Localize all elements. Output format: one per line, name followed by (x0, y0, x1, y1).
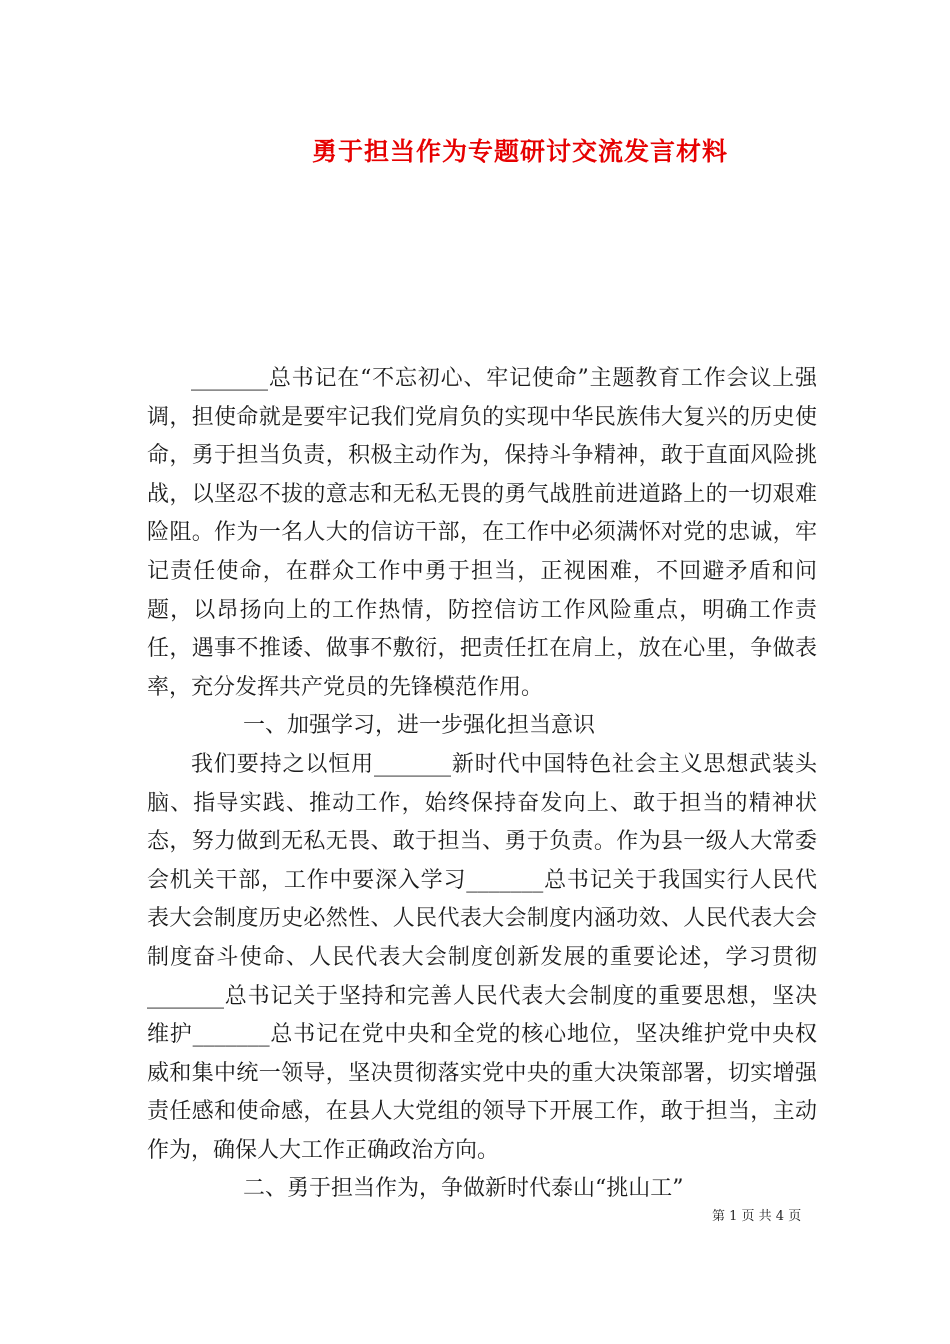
page-number-footer: 第 1 页 共 4 页 (712, 1209, 802, 1224)
section-heading-2: 二、勇于担当作为，争做新时代泰山“挑山工” (243, 1176, 684, 1202)
document-title: 勇于担当作为专题研讨交流发言材料 (311, 137, 728, 166)
document-body (147, 360, 817, 1209)
section-1-paragraph: 我们要持之以恒用_______新时代中国特色社会主义思想武装头脑、指导实践、推动工作，始终保持奋发向上、敢于担当的精神状态，努力做到无私无畏、敢于担当、勇于负责。作为县一级人大常委会机关干部，工作中要深入学习_______总书记关于我国实行人民代表大会制度历史必然性、人民代表大会制度内涵功效、人民代表大会制度奋斗使命、人民代表大会制度创新发展的重要论述，学习贯彻_______总书记关于坚持和完善人民代表大会制度的重要思想，坚决维护_______总书记在党中央和全党的核心地位，坚决维护党中央权威和集中统一领导，坚决贯彻落实党中央的重大决策部署，切实增强责任感和使命感，在县人大党组的领导下开展工作，敢于担当，主动作为，确保人大工作正确政治方向。 (147, 751, 817, 1163)
intro-paragraph: _______总书记在“不忘初心、牢记使命”主题教育工作会议上强调，担使命就是要牢记我们党肩负的实现中华民族伟大复兴的历史使命，勇于担当负责，积极主动作为，保持斗争精神，敢于直面风险挑战，以坚忍不拔的意志和无私无畏的勇气战胜前进道路上的一切艰难险阻。作为一名人大的信访干部，在工作中必须满怀对党的忠诚，牢记责任使命，在群众工作中勇于担当，正视困难，不回避矛盾和问题，以昂扬向上的工作热情，防控信访工作风险重点，明确工作责任，遇事不推诿、做事不敷衍，把责任扛在肩上，放在心里，争做表率，充分发挥共产党员的先锋模范作用。 (147, 366, 817, 700)
section-heading-1: 一、加强学习，进一步强化担当意识 (243, 713, 596, 739)
